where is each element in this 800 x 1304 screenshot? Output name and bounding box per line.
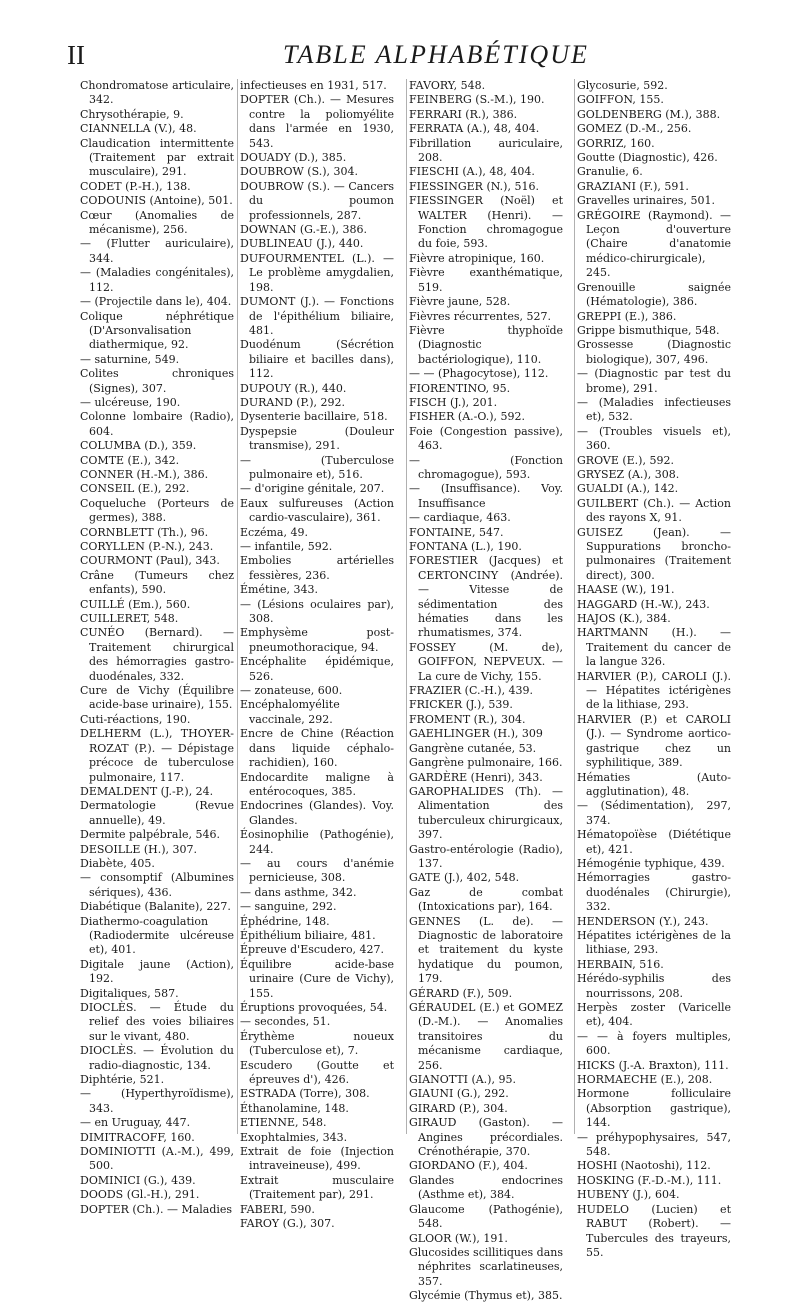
- index-entry: — infantile, 592.: [240, 540, 333, 553]
- index-entry: DUMONT (J.). — Fonctions de l'épithélium biliaire, 481.: [240, 295, 394, 337]
- index-entry: Épreuve d'Escudero, 427.: [240, 943, 385, 957]
- index-entry: FRICKER (J.), 539.: [409, 698, 513, 712]
- index-entry: FERRATA (A.), 48, 404.: [409, 122, 540, 136]
- index-entry: GARDÈRE (Henri), 343.: [409, 770, 543, 784]
- index-entry: — (Flutter auriculaire), 344.: [80, 237, 234, 265]
- index-entry: Gangrène cutanée, 53.: [409, 741, 537, 755]
- index-entry: DUFOURMENTEL (L.). — Le problème amygdalien, 198.: [240, 251, 394, 294]
- index-entry: GOIFFON, 155.: [577, 93, 664, 107]
- index-entry: — au cours d'anémie pernicieuse, 308.: [240, 856, 394, 885]
- index-entry: GIORDANO (F.), 404.: [409, 1159, 528, 1173]
- index-entry: GAEHLINGER (H.), 309: [409, 727, 543, 741]
- index-entry: — (Troubles visuels et), 360.: [577, 424, 731, 453]
- index-entry: HAJOS (K.), 384.: [577, 612, 671, 626]
- index-entry: Colites chroniques (Signes), 307.: [80, 367, 234, 395]
- index-entry: — dans asthme, 342.: [240, 885, 357, 899]
- index-entry: Émétine, 343.: [240, 583, 318, 597]
- index-entry: Endocardite maligne à entérocoques, 385.: [240, 770, 394, 798]
- index-entry: HORMAECHE (E.), 208.: [577, 1073, 713, 1087]
- index-entry: Embolies artérielles fessières, 236.: [240, 554, 394, 582]
- index-entry: Fièvres récurrentes, 527.: [409, 309, 551, 323]
- index-entry: Éruptions provoquées, 54.: [240, 1001, 388, 1014]
- index-entry: Hémogénie typhique, 439.: [577, 856, 725, 870]
- index-entry: Fièvre jaune, 528.: [409, 295, 511, 309]
- index-entry: — d'origine génitale, 207.: [240, 482, 385, 496]
- index-entry: FRAZIER (C.-H.), 439.: [409, 684, 534, 698]
- index-entry: CONNER (H.-M.), 386.: [80, 467, 209, 481]
- running-title: TABLE ALPHABÉTIQUE: [283, 40, 589, 69]
- index-entry: FONTANA (L.), 190.: [409, 540, 522, 553]
- index-entry: — — (Phagocytose), 112.: [409, 367, 549, 381]
- index-entry: Hormone folliculaire (Absorption gastrique), 144.: [577, 1087, 731, 1130]
- index-entry: GOLDENBERG (M.), 388.: [577, 107, 721, 121]
- index-entry: FERRARI (R.), 386.: [409, 107, 518, 121]
- column-divider: [406, 79, 407, 1134]
- index-entry: Colonne lombaire (Radio), 604.: [80, 410, 234, 438]
- index-entry: Diabète, 405.: [80, 856, 155, 870]
- index-entry: — (Maladies infectieuses et), 532.: [577, 395, 731, 424]
- index-entry: FEINBERG (S.-M.), 190.: [409, 93, 545, 107]
- index-entry: HOSKING (F.-D.-M.), 111.: [577, 1173, 722, 1187]
- index-entry: DOUBROW (S.). — Cancers du poumon professionnels, 287.: [240, 179, 394, 222]
- index-columns: [80, 79, 780, 1303]
- index-entry: GIRAUD (Gaston). — Angines précordiales. Crénothérapie, 370.: [409, 1116, 563, 1159]
- index-entry: Granulie, 6.: [577, 165, 643, 179]
- column-divider: [237, 79, 238, 1134]
- index-entry: Goutte (Diagnostic), 426.: [577, 151, 718, 165]
- index-entry: — cardiaque, 463.: [409, 511, 511, 525]
- index-entry: Dermatologie (Revue annuelle), 49.: [80, 799, 234, 827]
- index-entry: Épithélium biliaire, 481.: [240, 928, 376, 942]
- index-entry: infectieuses en 1931, 517.: [240, 79, 387, 92]
- index-entry: DOMINICI (G.), 439.: [80, 1173, 196, 1187]
- index-entry: Fibrillation auriculaire, 208.: [409, 136, 563, 165]
- index-entry: Herpès zoster (Varicelle et), 404.: [577, 1001, 731, 1029]
- index-entry: FISHER (A.-O.), 592.: [409, 410, 526, 424]
- index-entry: Encéphalite épidémique, 526.: [240, 655, 394, 683]
- index-entry: Extrait de foie (Injection intraveineuse), 499.: [240, 1145, 394, 1173]
- index-entry: CUNÉO (Bernard). — Traitement chirurgical des hémorragies gastro-duodénales, 332.: [80, 626, 234, 683]
- index-entry: ESTRADA (Torre), 308.: [240, 1087, 370, 1101]
- index-entry: Digitaliques, 587.: [80, 986, 179, 1000]
- index-entry: CUILLERET, 548.: [80, 612, 179, 626]
- index-entry: GUILBERT (Ch.). — Action des rayons X, 91.: [577, 496, 731, 525]
- index-entry: FIESSINGER (Noël) et WALTER (Henri). — Fonction chromagogue du foie, 593.: [409, 194, 563, 251]
- index-entry: CIANNELLA (V.), 48.: [80, 122, 197, 136]
- index-entry: Gastro-entérologie (Radio), 137.: [409, 842, 563, 870]
- index-entry: GIRARD (P.), 304.: [409, 1101, 508, 1115]
- index-entry: Grossesse (Diagnostic biologique), 307, 496.: [577, 338, 731, 366]
- index-entry: FOSSEY (M. de), GOIFFON, NEPVEUX. — La cure de Vichy, 155.: [409, 640, 563, 683]
- index-entry: FIESCHI (A.), 48, 404.: [409, 165, 535, 179]
- index-entry: GOMEZ (D.-M., 256.: [577, 122, 692, 136]
- index-entry: GROVE (E.), 592.: [577, 453, 674, 467]
- index-entry: Endocrines (Glandes). Voy. Glandes.: [240, 799, 394, 827]
- index-entry: DEMALDENT (J.-P.), 24.: [80, 784, 214, 798]
- index-entry: Gaz de combat (Intoxications par), 164.: [409, 885, 563, 914]
- index-entry: DUBLINEAU (J.), 440.: [240, 237, 364, 251]
- index-entry: GIANOTTI (A.), 95.: [409, 1073, 516, 1087]
- index-entry: Hépatites ictérigènes de la lithiase, 293.: [577, 928, 731, 957]
- index-entry: Foie (Congestion passive), 463.: [409, 424, 563, 453]
- index-entry: DOODS (Gl.-H.), 291.: [80, 1188, 200, 1202]
- index-entry: — ulcéreuse, 190.: [80, 395, 181, 409]
- index-entry: FONTAINE, 547.: [409, 525, 504, 539]
- index-column-4: [577, 79, 731, 1260]
- column-divider: [574, 79, 575, 1134]
- index-entry: GRÉGOIRE (Raymond). — Leçon d'ouverture (Chaire d'anatomie médico-chirurgicale), 245.: [577, 208, 731, 280]
- index-entry: Escudero (Goutte et épreuves d'), 426.: [240, 1058, 394, 1087]
- index-entry: Grenouille saignée (Hématologie), 386.: [577, 280, 731, 309]
- index-entry: FAVORY, 548.: [409, 79, 486, 92]
- index-entry: GLOOR (W.), 191.: [409, 1231, 508, 1245]
- index-entry: Glandes endocrines (Asthme et), 384.: [409, 1173, 563, 1202]
- index-entry: Glaucome (Pathogénie), 548.: [409, 1202, 563, 1231]
- index-entry: Dyspepsie (Douleur transmise), 291.: [240, 424, 394, 453]
- index-entry: Fièvre atropinique, 160.: [409, 251, 545, 265]
- index-entry: Éthanolamine, 148.: [240, 1101, 349, 1115]
- index-entry: Diphtérie, 521.: [80, 1073, 165, 1087]
- index-entry: ETIENNE, 548.: [240, 1116, 327, 1130]
- index-entry: — (Insuffisance). Voy. Insuffisance: [409, 482, 563, 510]
- index-entry: Cœur (Anomalies de mécanisme), 256.: [80, 208, 234, 237]
- index-entry: Glycosurie, 592.: [577, 79, 668, 92]
- index-entry: — (Maladies congénitales), 112.: [80, 266, 234, 294]
- index-entry: — préhypophysaires, 547, 548.: [577, 1130, 731, 1159]
- index-entry: Colique néphrétique (D'Arsonvalisation diathermique, 92.: [80, 309, 234, 352]
- index-entry: CORYLLEN (P.-N.), 243.: [80, 540, 214, 553]
- index-entry: Dysenterie bacillaire, 518.: [240, 410, 388, 424]
- index-entry: HAASE (W.), 191.: [577, 583, 675, 597]
- index-entry: — (Diagnostic par test du brome), 291.: [577, 367, 731, 395]
- index-entry: DELHERM (L.), THOYER-ROZAT (P.). — Dépistage précoce de tuberculose pulmonaire, 117.: [80, 727, 234, 784]
- index-entry: GUALDI (A.), 142.: [577, 482, 679, 496]
- index-entry: — secondes, 51.: [240, 1015, 331, 1029]
- index-entry: Glycémie (Thymus et), 385.: [409, 1289, 563, 1303]
- index-entry: GRYSEZ (A.), 308.: [577, 467, 680, 481]
- index-entry: Extrait musculaire (Traitement par), 291.: [240, 1173, 394, 1202]
- index-entry: Hématies (Auto-agglutination), 48.: [577, 770, 731, 798]
- index-entry: Gravelles urinaires, 501.: [577, 194, 715, 208]
- index-entry: DOUBROW (S.), 304.: [240, 165, 359, 179]
- index-entry: Fièvre exanthématique, 519.: [409, 266, 563, 294]
- index-entry: Grippe bismuthique, 548.: [577, 323, 720, 337]
- page-number: II: [67, 40, 85, 70]
- index-entry: Gangrène pulmonaire, 166.: [409, 756, 563, 770]
- index-entry: — (Fonction chromagogue), 593.: [409, 453, 563, 481]
- index-entry: Coqueluche (Porteurs de germes), 388.: [80, 496, 234, 525]
- index-entry: Exophtalmies, 343.: [240, 1130, 348, 1144]
- index-entry: Hérédo-syphilis des nourrissons, 208.: [577, 972, 731, 1000]
- index-entry: GÉRAUDEL (E.) et GOMEZ (D.-M.). — Anomalies transitoires du mécanisme cardiaque, 256.: [409, 1001, 563, 1072]
- index-entry: DURAND (P.), 292.: [240, 395, 345, 409]
- index-entry: Éphédrine, 148.: [240, 914, 330, 928]
- index-entry: HUBENY (J.), 604.: [577, 1188, 680, 1202]
- index-entry: DOMINIOTTI (A.-M.), 499, 500.: [80, 1145, 234, 1173]
- index-entry: — (Sédimentation), 297, 374.: [577, 799, 731, 827]
- index-entry: DIMITRACOFF, 160.: [80, 1130, 195, 1144]
- index-entry: Duodénum (Sécrétion biliaire et bacilles dans), 112.: [240, 338, 394, 381]
- index-entry: Claudication intermittente (Traitement par extrait musculaire), 291.: [80, 136, 234, 179]
- index-entry: GÉRARD (F.), 509.: [409, 986, 513, 1000]
- index-entry: CODET (P.-H.), 138.: [80, 179, 191, 193]
- index-entry: FORESTIER (Jacques) et CERTONCINY (Andrée). — Vitesse de sédimentation des hématies dans les rhumatismes, 374.: [409, 554, 563, 640]
- index-entry: Dermite palpébrale, 546.: [80, 828, 221, 842]
- index-entry: Hémorragies gastro-duodénales (Chirurgie), 332.: [577, 871, 731, 914]
- index-entry: — (Tuberculose pulmonaire et), 516.: [240, 453, 394, 481]
- index-entry: HUDELO (Lucien) et RABUT (Robert). — Tubercules des trayeurs, 55.: [577, 1202, 731, 1259]
- index-entry: GREPPI (E.), 386.: [577, 309, 677, 323]
- index-entry: DOPTER (Ch.). — Maladies: [80, 1202, 233, 1216]
- index-entry: DOPTER (Ch.). — Mesures contre la poliomyélite dans l'armée en 1930, 543.: [240, 93, 394, 150]
- index-entry: — en Uruguay, 447.: [80, 1116, 191, 1130]
- index-entry: Eczéma, 49.: [240, 525, 308, 539]
- index-entry: Digitale jaune (Action), 192.: [80, 957, 234, 986]
- index-entry: Fièvre thyphoïde (Diagnostic bactériologique), 110.: [409, 323, 563, 366]
- index-entry: Érythème noueux (Tuberculose et), 7.: [240, 1029, 394, 1058]
- index-entry: GATE (J.), 402, 548.: [409, 871, 520, 885]
- index-column-2: [240, 79, 394, 1232]
- index-entry: HARVIER (P.) et CAROLI (J.). — Syndrome aortico-gastrique chez un syphilitique, 389.: [577, 712, 731, 770]
- index-entry: FAROY (G.), 307.: [240, 1217, 335, 1231]
- index-entry: Cuti-réactions, 190.: [80, 712, 191, 726]
- index-entry: GUISEZ (Jean). — Suppurations broncho-pulmonaires (Traitement direct), 300.: [577, 525, 731, 582]
- index-entry: — consomptif (Albumines sériques), 436.: [80, 871, 234, 899]
- index-entry: Éosinophilie (Pathogénie), 244.: [240, 828, 394, 856]
- index-entry: Encéphalomyélite vaccinale, 292.: [240, 698, 340, 726]
- index-entry: COMTE (E.), 342.: [80, 453, 180, 467]
- index-entry: HAGGARD (H.-W.), 243.: [577, 597, 710, 611]
- index-entry: Diabétique (Balanite), 227.: [80, 900, 231, 914]
- index-entry: COLUMBA (D.), 359.: [80, 439, 197, 453]
- index-entry: GENNES (L. de). — Diagnostic de laboratoire et traitement du kyste hydatique du poumon, 179.: [409, 914, 563, 986]
- index-entry: Eaux sulfureuses (Action cardio-vasculaire), 361.: [240, 496, 394, 525]
- index-entry: Encre de Chine (Réaction dans liquide céphalo-rachidien), 160.: [240, 727, 394, 770]
- index-entry: Chrysothérapie, 9.: [80, 107, 184, 121]
- index-entry: — sanguine, 292.: [240, 900, 337, 914]
- index-entry: HICKS (J.-A. Braxton), 111.: [577, 1058, 729, 1072]
- index-entry: Chondromatose articulaire, 342.: [80, 79, 234, 107]
- index-entry: Glucosides scillitiques dans néphrites scarlatineuses, 357.: [409, 1245, 563, 1288]
- index-entry: Hématopoïèse (Diététique et), 421.: [577, 828, 731, 856]
- index-entry: HARTMANN (H.). — Traitement du cancer de la langue 326.: [577, 626, 731, 669]
- index-entry: — (Hyperthyroïdisme), 343.: [80, 1087, 234, 1115]
- index-entry: GAROPHALIDES (Th). — Alimentation des tuberculeux chirurgicaux, 397.: [409, 784, 563, 842]
- index-entry: Emphysème post-pneumothoracique, 94.: [240, 626, 394, 654]
- index-entry: FROMENT (R.), 304.: [409, 712, 526, 726]
- index-entry: DIOCLÈS. — Étude du relief des voies biliaires sur le vivant, 480.: [80, 1001, 234, 1043]
- index-entry: HERBAIN, 516.: [577, 957, 664, 971]
- index-entry: FISCH (J.), 201.: [409, 395, 498, 409]
- index-column-1: [80, 79, 234, 1217]
- index-entry: GRAZIANI (F.), 591.: [577, 179, 689, 193]
- index-entry: — (Lésions oculaires par), 308.: [240, 597, 394, 626]
- index-entry: Cure de Vichy (Équilibre acide-base urinaire), 155.: [80, 684, 234, 712]
- index-entry: — zonateuse, 600.: [240, 684, 343, 698]
- index-entry: FABERI, 590.: [240, 1202, 315, 1216]
- index-entry: HARVIER (P.), CAROLI (J.). — Hépatites ictérigènes de la lithiase, 293.: [577, 669, 731, 712]
- index-entry: — saturnine, 549.: [80, 352, 180, 366]
- index-entry: FIESSINGER (N.), 516.: [409, 179, 539, 193]
- index-entry: FIORENTINO, 95.: [409, 381, 511, 395]
- index-entry: HOSHI (Naotoshi), 112.: [577, 1159, 711, 1173]
- index-entry: Diathermo-coagulation (Radiodermite ulcéreuse et), 401.: [80, 914, 234, 957]
- index-entry: Crâne (Tumeurs chez enfants), 590.: [80, 568, 234, 597]
- index-entry: HENDERSON (Y.), 243.: [577, 914, 709, 928]
- index-entry: — — à foyers multiples, 600.: [577, 1029, 731, 1058]
- index-entry: DOUADY (D.), 385.: [240, 151, 347, 165]
- index-entry: Équilibre acide-base urinaire (Cure de Vichy), 155.: [240, 957, 394, 1000]
- index-entry: COURMONT (Paul), 343.: [80, 554, 220, 568]
- index-entry: DUPOUY (R.), 440.: [240, 381, 347, 395]
- index-entry: DOWNAN (G.-E.), 386.: [240, 223, 368, 237]
- index-entry: CODOUNIS (Antoine), 501.: [80, 194, 233, 208]
- index-entry: DIOCLÈS. — Évolution du radio-diagnostic, 134.: [80, 1044, 234, 1072]
- index-entry: CORNBLETT (Th.), 96.: [80, 525, 209, 539]
- index-entry: CUILLÉ (Em.), 560.: [80, 597, 191, 611]
- index-entry: — (Projectile dans le), 404.: [80, 295, 232, 309]
- index-entry: CONSEIL (E.), 292.: [80, 482, 190, 496]
- index-entry: GORRIZ, 160.: [577, 136, 655, 150]
- index-column-3: [409, 79, 563, 1304]
- index-entry: GIAUNI (G.), 292.: [409, 1087, 509, 1101]
- index-entry: DESOILLE (H.), 307.: [80, 842, 198, 856]
